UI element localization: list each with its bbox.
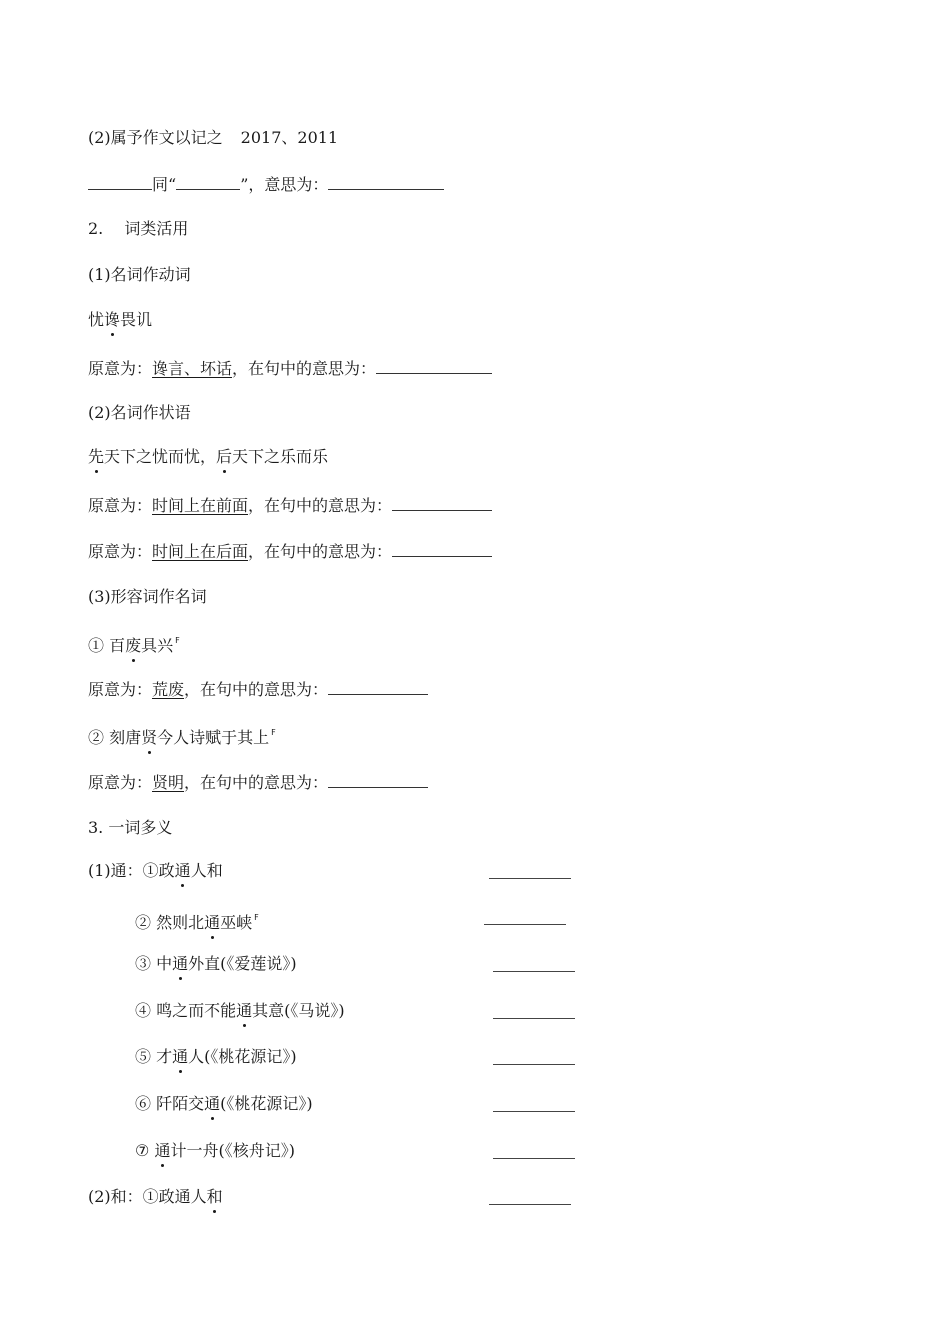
example-text: (《桃花源记》) — [220, 1094, 313, 1113]
noun-as-verb-example — [88, 310, 152, 330]
question-label: (2)属予作文以记之 — [88, 128, 223, 147]
example-text: 今人诗赋于其上 — [157, 728, 270, 747]
footnote-mark: F — [254, 913, 259, 922]
tong-answer-3[interactable] — [493, 970, 575, 972]
he-answer-1[interactable] — [489, 1203, 571, 1205]
emphasis-char: 通 — [204, 913, 221, 932]
tong-answer-2[interactable] — [484, 923, 566, 925]
orig-label: 原意为： — [88, 680, 153, 699]
example-text: 忧 — [88, 310, 105, 329]
question-shu-yu — [88, 128, 338, 148]
orig-meaning: 时间上在前面 — [152, 496, 249, 515]
footnote-mark: F — [271, 728, 276, 737]
tong-item — [135, 1001, 345, 1021]
noun-as-adverb-title: (2)名词作状语 — [88, 403, 191, 422]
example-text: 人和 — [190, 861, 223, 880]
tong-answer-6[interactable] — [493, 1110, 575, 1112]
tong-answer-5[interactable] — [493, 1063, 575, 1065]
blank-original-char[interactable] — [176, 174, 240, 190]
example-text: 外直(《爱莲说》) — [188, 954, 297, 973]
emphasis-char: 废 — [125, 636, 142, 655]
tong-item — [135, 1094, 313, 1114]
example-text: 计一舟(《核舟记》) — [170, 1141, 295, 1160]
he-head — [88, 1187, 223, 1207]
emphasis-char: 先 — [88, 447, 105, 466]
section-3-title: 3. 一词多义 — [88, 818, 173, 837]
tong-answer-4[interactable] — [493, 1017, 575, 1019]
open-quote: “ — [168, 175, 177, 194]
blank-meaning[interactable] — [328, 174, 444, 190]
context-label: ，在句中的意思为： — [184, 773, 329, 792]
close-quote: ” — [240, 175, 249, 194]
tong-item — [135, 908, 259, 932]
adj-as-noun-meaning-2 — [88, 772, 428, 792]
example-text: ③ 中 — [135, 954, 173, 973]
emphasis-char: 通 — [236, 1001, 253, 1020]
example-text: 天下之忧而忧， — [104, 447, 217, 466]
noun-as-adverb-meaning-1 — [88, 495, 492, 515]
tong-item — [135, 954, 297, 974]
orig-meaning: 谗言、坏话 — [152, 359, 233, 378]
same-as-label: 同 — [152, 175, 169, 194]
example-text: ⑥ 阡陌交 — [135, 1094, 205, 1113]
context-label: ，在句中的意思为： — [248, 496, 393, 515]
example-text: 具兴 — [141, 636, 174, 655]
emphasis-char: 通 — [204, 1094, 221, 1113]
example-text: 畏讥 — [120, 310, 153, 329]
example-text: ④ 鸣之而不能 — [135, 1001, 237, 1020]
example-text: 天下之乐而乐 — [232, 447, 329, 466]
blank-answer[interactable] — [328, 679, 428, 695]
orig-meaning: 贤明 — [152, 773, 185, 792]
example-text: ② 然则北 — [135, 913, 205, 932]
emphasis-char: 谗 — [104, 310, 121, 329]
adj-as-noun-example-1 — [88, 631, 180, 655]
emphasis-char: 和 — [206, 1187, 223, 1206]
example-text: ② 刻唐 — [88, 728, 142, 747]
footnote-mark: F — [175, 636, 180, 645]
context-label: ，在句中的意思为： — [248, 542, 393, 561]
fill-line-tongjia — [88, 174, 444, 194]
example-text: ① 百 — [88, 636, 126, 655]
noun-as-adverb-example — [88, 447, 328, 467]
exam-years: 2017、2011 — [240, 128, 339, 147]
adj-as-noun-meaning-1 — [88, 679, 428, 699]
example-text: (2)和：①政通人 — [88, 1187, 207, 1206]
orig-meaning: 荒废 — [152, 680, 185, 699]
tong-head — [88, 861, 223, 881]
context-label: ，在句中的意思为： — [184, 680, 329, 699]
emphasis-char: 后 — [216, 447, 233, 466]
noun-as-verb-title: (1)名词作动词 — [88, 265, 191, 284]
orig-label: 原意为： — [88, 542, 153, 561]
adj-as-noun-title: (3)形容词作名词 — [88, 587, 207, 606]
blank-answer[interactable] — [392, 495, 492, 511]
orig-meaning: 时间上在后面 — [152, 542, 249, 561]
example-text: 其意(《马说》) — [252, 1001, 345, 1020]
emphasis-char: 通 — [172, 954, 189, 973]
emphasis-char: 通 — [154, 1141, 171, 1160]
adj-as-noun-example-2 — [88, 723, 276, 747]
example-text: ⑤ 才 — [135, 1047, 173, 1066]
example-text: 人(《桃花源记》) — [188, 1047, 297, 1066]
example-text: (1)通：①政 — [88, 861, 175, 880]
emphasis-char: 通 — [172, 1047, 189, 1066]
noun-as-verb-meaning — [88, 358, 492, 378]
blank-answer[interactable] — [392, 541, 492, 557]
example-text: ⑦ — [135, 1141, 155, 1160]
blank-char[interactable] — [88, 174, 152, 190]
orig-label: 原意为： — [88, 773, 153, 792]
noun-as-adverb-meaning-2 — [88, 541, 492, 561]
emphasis-char: 通 — [174, 861, 191, 880]
context-label: ，在句中的意思为： — [232, 359, 377, 378]
tong-item — [135, 1047, 297, 1067]
tong-answer-1[interactable] — [489, 877, 571, 879]
emphasis-char: 贤 — [141, 728, 158, 747]
blank-answer[interactable] — [376, 358, 492, 374]
orig-label: 原意为： — [88, 359, 153, 378]
meaning-label: ，意思为： — [248, 175, 329, 194]
example-text: 巫峡 — [220, 913, 253, 932]
tong-answer-7[interactable] — [493, 1157, 575, 1159]
blank-answer[interactable] — [328, 772, 428, 788]
section-2-title: 2. 词类活用 — [88, 219, 189, 238]
orig-label: 原意为： — [88, 496, 153, 515]
tong-item — [135, 1141, 295, 1161]
